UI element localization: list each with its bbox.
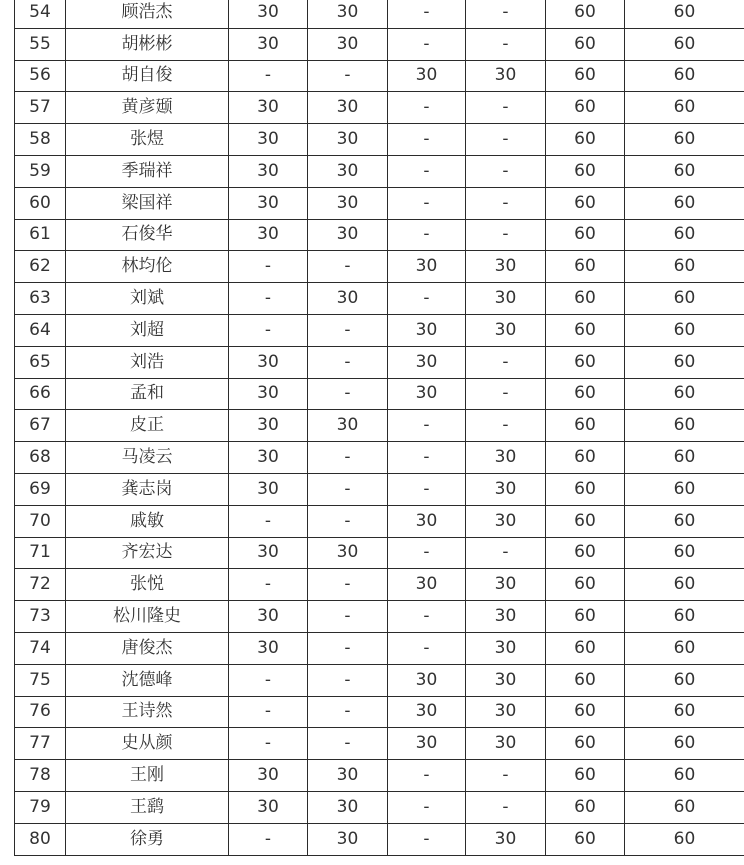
total-cell: 60 xyxy=(625,537,744,569)
name-cell: 刘斌 xyxy=(66,283,229,315)
total-cell: 60 xyxy=(625,92,744,124)
score-cell-1: 30 xyxy=(229,410,308,442)
subtotal-cell: 60 xyxy=(546,124,625,156)
score-cell-3: - xyxy=(388,442,466,474)
table-row xyxy=(15,473,744,505)
score-cell-2: 30 xyxy=(308,537,388,569)
row-number-cell: 72 xyxy=(15,569,66,601)
score-cell-1: 30 xyxy=(229,346,308,378)
score-cell-2: - xyxy=(308,505,388,537)
score-cell-2: - xyxy=(308,442,388,474)
name-cell: 龚志岗 xyxy=(66,473,229,505)
score-cell-2: 30 xyxy=(308,92,388,124)
score-cell-4: - xyxy=(466,92,546,124)
score-cell-1: - xyxy=(229,251,308,283)
score-cell-3: - xyxy=(388,0,466,28)
score-cell-1: - xyxy=(229,728,308,760)
score-cell-1: 30 xyxy=(229,155,308,187)
score-cell-1: 30 xyxy=(229,537,308,569)
subtotal-cell: 60 xyxy=(546,632,625,664)
table-row xyxy=(15,632,744,664)
score-cell-1: 30 xyxy=(229,473,308,505)
subtotal-cell: 60 xyxy=(546,537,625,569)
table-row xyxy=(15,187,744,219)
score-cell-4: 30 xyxy=(466,823,546,855)
score-cell-3: - xyxy=(388,283,466,315)
score-cell-4: 30 xyxy=(466,632,546,664)
table-row xyxy=(15,505,744,537)
score-cell-1: 30 xyxy=(229,601,308,633)
table-row xyxy=(15,28,744,60)
subtotal-cell: 60 xyxy=(546,0,625,28)
name-cell: 黄彦颋 xyxy=(66,92,229,124)
score-cell-1: - xyxy=(229,569,308,601)
table-row xyxy=(15,410,744,442)
score-cell-3: - xyxy=(388,28,466,60)
score-cell-4: 30 xyxy=(466,569,546,601)
total-cell: 60 xyxy=(625,124,744,156)
name-cell: 王刚 xyxy=(66,760,229,792)
score-cell-2: 30 xyxy=(308,410,388,442)
total-cell: 60 xyxy=(625,601,744,633)
row-number-cell: 75 xyxy=(15,664,66,696)
row-number-cell: 64 xyxy=(15,314,66,346)
score-cell-3: - xyxy=(388,410,466,442)
score-cell-4: - xyxy=(466,760,546,792)
score-cell-2: - xyxy=(308,346,388,378)
score-cell-3: 30 xyxy=(388,728,466,760)
row-number-cell: 60 xyxy=(15,187,66,219)
score-cell-2: - xyxy=(308,60,388,92)
table-row xyxy=(15,283,744,315)
subtotal-cell: 60 xyxy=(546,442,625,474)
score-cell-4: - xyxy=(466,124,546,156)
table-row xyxy=(15,60,744,92)
score-cell-1: - xyxy=(229,283,308,315)
total-cell: 60 xyxy=(625,28,744,60)
row-number-cell: 77 xyxy=(15,728,66,760)
score-cell-4: - xyxy=(466,155,546,187)
table-row xyxy=(15,219,744,251)
score-cell-2: 30 xyxy=(308,823,388,855)
score-cell-1: 30 xyxy=(229,28,308,60)
subtotal-cell: 60 xyxy=(546,219,625,251)
score-table-container xyxy=(14,0,744,856)
score-cell-2: - xyxy=(308,473,388,505)
score-cell-2: - xyxy=(308,251,388,283)
score-cell-3: - xyxy=(388,823,466,855)
total-cell: 60 xyxy=(625,728,744,760)
row-number-cell: 56 xyxy=(15,60,66,92)
score-cell-1: - xyxy=(229,823,308,855)
total-cell: 60 xyxy=(625,378,744,410)
score-cell-4: - xyxy=(466,0,546,28)
score-cell-3: 30 xyxy=(388,60,466,92)
score-cell-3: 30 xyxy=(388,314,466,346)
total-cell: 60 xyxy=(625,410,744,442)
score-cell-2: - xyxy=(308,569,388,601)
row-number-cell: 61 xyxy=(15,219,66,251)
name-cell: 胡彬彬 xyxy=(66,28,229,60)
row-number-cell: 67 xyxy=(15,410,66,442)
subtotal-cell: 60 xyxy=(546,601,625,633)
score-cell-1: 30 xyxy=(229,187,308,219)
name-cell: 齐宏达 xyxy=(66,537,229,569)
total-cell: 60 xyxy=(625,632,744,664)
score-cell-3: - xyxy=(388,632,466,664)
total-cell: 60 xyxy=(625,0,744,28)
score-cell-1: - xyxy=(229,60,308,92)
total-cell: 60 xyxy=(625,473,744,505)
score-cell-2: 30 xyxy=(308,124,388,156)
name-cell: 王鹞 xyxy=(66,791,229,823)
row-number-cell: 71 xyxy=(15,537,66,569)
name-cell: 张煜 xyxy=(66,124,229,156)
name-cell: 梁国祥 xyxy=(66,187,229,219)
name-cell: 马凌云 xyxy=(66,442,229,474)
score-cell-2: 30 xyxy=(308,0,388,28)
score-cell-1: 30 xyxy=(229,219,308,251)
score-cell-3: - xyxy=(388,601,466,633)
subtotal-cell: 60 xyxy=(546,728,625,760)
row-number-cell: 73 xyxy=(15,601,66,633)
score-cell-2: - xyxy=(308,314,388,346)
table-row xyxy=(15,569,744,601)
subtotal-cell: 60 xyxy=(546,283,625,315)
score-cell-2: 30 xyxy=(308,283,388,315)
name-cell: 胡自俊 xyxy=(66,60,229,92)
score-cell-2: - xyxy=(308,632,388,664)
table-row xyxy=(15,314,744,346)
subtotal-cell: 60 xyxy=(546,60,625,92)
subtotal-cell: 60 xyxy=(546,187,625,219)
name-cell: 刘超 xyxy=(66,314,229,346)
total-cell: 60 xyxy=(625,60,744,92)
row-number-cell: 55 xyxy=(15,28,66,60)
name-cell: 王诗然 xyxy=(66,696,229,728)
score-cell-4: 30 xyxy=(466,473,546,505)
score-cell-4: - xyxy=(466,28,546,60)
total-cell: 60 xyxy=(625,314,744,346)
name-cell: 沈德峰 xyxy=(66,664,229,696)
table-row xyxy=(15,791,744,823)
total-cell: 60 xyxy=(625,155,744,187)
table-row xyxy=(15,728,744,760)
name-cell: 顾浩杰 xyxy=(66,0,229,28)
table-row xyxy=(15,601,744,633)
score-cell-1: 30 xyxy=(229,124,308,156)
table-row xyxy=(15,664,744,696)
row-number-cell: 79 xyxy=(15,791,66,823)
name-cell: 唐俊杰 xyxy=(66,632,229,664)
subtotal-cell: 60 xyxy=(546,791,625,823)
score-cell-1: 30 xyxy=(229,760,308,792)
score-cell-1: 30 xyxy=(229,791,308,823)
score-cell-2: - xyxy=(308,728,388,760)
score-cell-1: 30 xyxy=(229,0,308,28)
score-cell-3: 30 xyxy=(388,505,466,537)
row-number-cell: 62 xyxy=(15,251,66,283)
row-number-cell: 80 xyxy=(15,823,66,855)
table-row xyxy=(15,0,744,28)
score-cell-2: 30 xyxy=(308,791,388,823)
row-number-cell: 66 xyxy=(15,378,66,410)
score-cell-3: - xyxy=(388,537,466,569)
subtotal-cell: 60 xyxy=(546,569,625,601)
table-row xyxy=(15,378,744,410)
score-cell-2: - xyxy=(308,378,388,410)
score-cell-4: 30 xyxy=(466,505,546,537)
score-cell-1: - xyxy=(229,505,308,537)
name-cell: 史从颜 xyxy=(66,728,229,760)
score-cell-2: 30 xyxy=(308,219,388,251)
score-cell-1: 30 xyxy=(229,378,308,410)
score-cell-3: 30 xyxy=(388,696,466,728)
table-row xyxy=(15,823,744,855)
table-row xyxy=(15,92,744,124)
total-cell: 60 xyxy=(625,696,744,728)
subtotal-cell: 60 xyxy=(546,378,625,410)
score-cell-3: 30 xyxy=(388,346,466,378)
total-cell: 60 xyxy=(625,664,744,696)
subtotal-cell: 60 xyxy=(546,346,625,378)
total-cell: 60 xyxy=(625,187,744,219)
row-number-cell: 58 xyxy=(15,124,66,156)
score-cell-3: - xyxy=(388,92,466,124)
score-cell-4: - xyxy=(466,187,546,219)
row-number-cell: 78 xyxy=(15,760,66,792)
table-row xyxy=(15,346,744,378)
table-body xyxy=(15,0,744,855)
score-cell-2: - xyxy=(308,664,388,696)
score-cell-2: 30 xyxy=(308,155,388,187)
score-cell-1: - xyxy=(229,314,308,346)
table-row xyxy=(15,696,744,728)
score-cell-2: 30 xyxy=(308,28,388,60)
total-cell: 60 xyxy=(625,760,744,792)
row-number-cell: 63 xyxy=(15,283,66,315)
subtotal-cell: 60 xyxy=(546,823,625,855)
table-row xyxy=(15,251,744,283)
row-number-cell: 76 xyxy=(15,696,66,728)
name-cell: 刘浩 xyxy=(66,346,229,378)
table-row xyxy=(15,537,744,569)
subtotal-cell: 60 xyxy=(546,92,625,124)
score-cell-2: - xyxy=(308,601,388,633)
score-cell-4: 30 xyxy=(466,442,546,474)
score-cell-4: 30 xyxy=(466,60,546,92)
score-cell-4: - xyxy=(466,410,546,442)
score-cell-4: - xyxy=(466,219,546,251)
row-number-cell: 59 xyxy=(15,155,66,187)
score-cell-3: - xyxy=(388,473,466,505)
score-cell-2: - xyxy=(308,696,388,728)
score-cell-1: 30 xyxy=(229,92,308,124)
name-cell: 林均伦 xyxy=(66,251,229,283)
table-row xyxy=(15,760,744,792)
score-cell-4: 30 xyxy=(466,601,546,633)
score-cell-4: - xyxy=(466,346,546,378)
name-cell: 松川隆史 xyxy=(66,601,229,633)
score-cell-3: - xyxy=(388,760,466,792)
score-cell-4: - xyxy=(466,378,546,410)
row-number-cell: 65 xyxy=(15,346,66,378)
table-row xyxy=(15,442,744,474)
total-cell: 60 xyxy=(625,569,744,601)
score-cell-1: - xyxy=(229,696,308,728)
score-cell-3: - xyxy=(388,791,466,823)
score-cell-4: 30 xyxy=(466,664,546,696)
row-number-cell: 68 xyxy=(15,442,66,474)
subtotal-cell: 60 xyxy=(546,664,625,696)
total-cell: 60 xyxy=(625,283,744,315)
row-number-cell: 57 xyxy=(15,92,66,124)
subtotal-cell: 60 xyxy=(546,410,625,442)
score-cell-4: 30 xyxy=(466,728,546,760)
total-cell: 60 xyxy=(625,346,744,378)
score-cell-3: 30 xyxy=(388,251,466,283)
score-cell-4: 30 xyxy=(466,696,546,728)
subtotal-cell: 60 xyxy=(546,473,625,505)
row-number-cell: 54 xyxy=(15,0,66,28)
table-row xyxy=(15,155,744,187)
subtotal-cell: 60 xyxy=(546,696,625,728)
subtotal-cell: 60 xyxy=(546,28,625,60)
score-cell-3: - xyxy=(388,155,466,187)
score-cell-3: 30 xyxy=(388,378,466,410)
score-cell-1: - xyxy=(229,664,308,696)
name-cell: 石俊华 xyxy=(66,219,229,251)
score-cell-3: 30 xyxy=(388,569,466,601)
row-number-cell: 70 xyxy=(15,505,66,537)
score-cell-4: 30 xyxy=(466,283,546,315)
total-cell: 60 xyxy=(625,442,744,474)
name-cell: 张悦 xyxy=(66,569,229,601)
score-cell-4: 30 xyxy=(466,314,546,346)
score-cell-3: 30 xyxy=(388,664,466,696)
name-cell: 戚敏 xyxy=(66,505,229,537)
score-cell-4: - xyxy=(466,537,546,569)
subtotal-cell: 60 xyxy=(546,505,625,537)
subtotal-cell: 60 xyxy=(546,760,625,792)
subtotal-cell: 60 xyxy=(546,155,625,187)
score-table xyxy=(14,0,744,856)
total-cell: 60 xyxy=(625,219,744,251)
name-cell: 徐勇 xyxy=(66,823,229,855)
name-cell: 季瑞祥 xyxy=(66,155,229,187)
subtotal-cell: 60 xyxy=(546,251,625,283)
score-cell-3: - xyxy=(388,219,466,251)
score-cell-1: 30 xyxy=(229,632,308,664)
score-cell-2: 30 xyxy=(308,760,388,792)
name-cell: 孟和 xyxy=(66,378,229,410)
score-cell-4: - xyxy=(466,791,546,823)
score-cell-1: 30 xyxy=(229,442,308,474)
table-row xyxy=(15,124,744,156)
score-cell-3: - xyxy=(388,124,466,156)
total-cell: 60 xyxy=(625,823,744,855)
score-cell-4: 30 xyxy=(466,251,546,283)
total-cell: 60 xyxy=(625,791,744,823)
score-cell-2: 30 xyxy=(308,187,388,219)
name-cell: 皮正 xyxy=(66,410,229,442)
score-cell-3: - xyxy=(388,187,466,219)
total-cell: 60 xyxy=(625,251,744,283)
subtotal-cell: 60 xyxy=(546,314,625,346)
row-number-cell: 74 xyxy=(15,632,66,664)
row-number-cell: 69 xyxy=(15,473,66,505)
total-cell: 60 xyxy=(625,505,744,537)
